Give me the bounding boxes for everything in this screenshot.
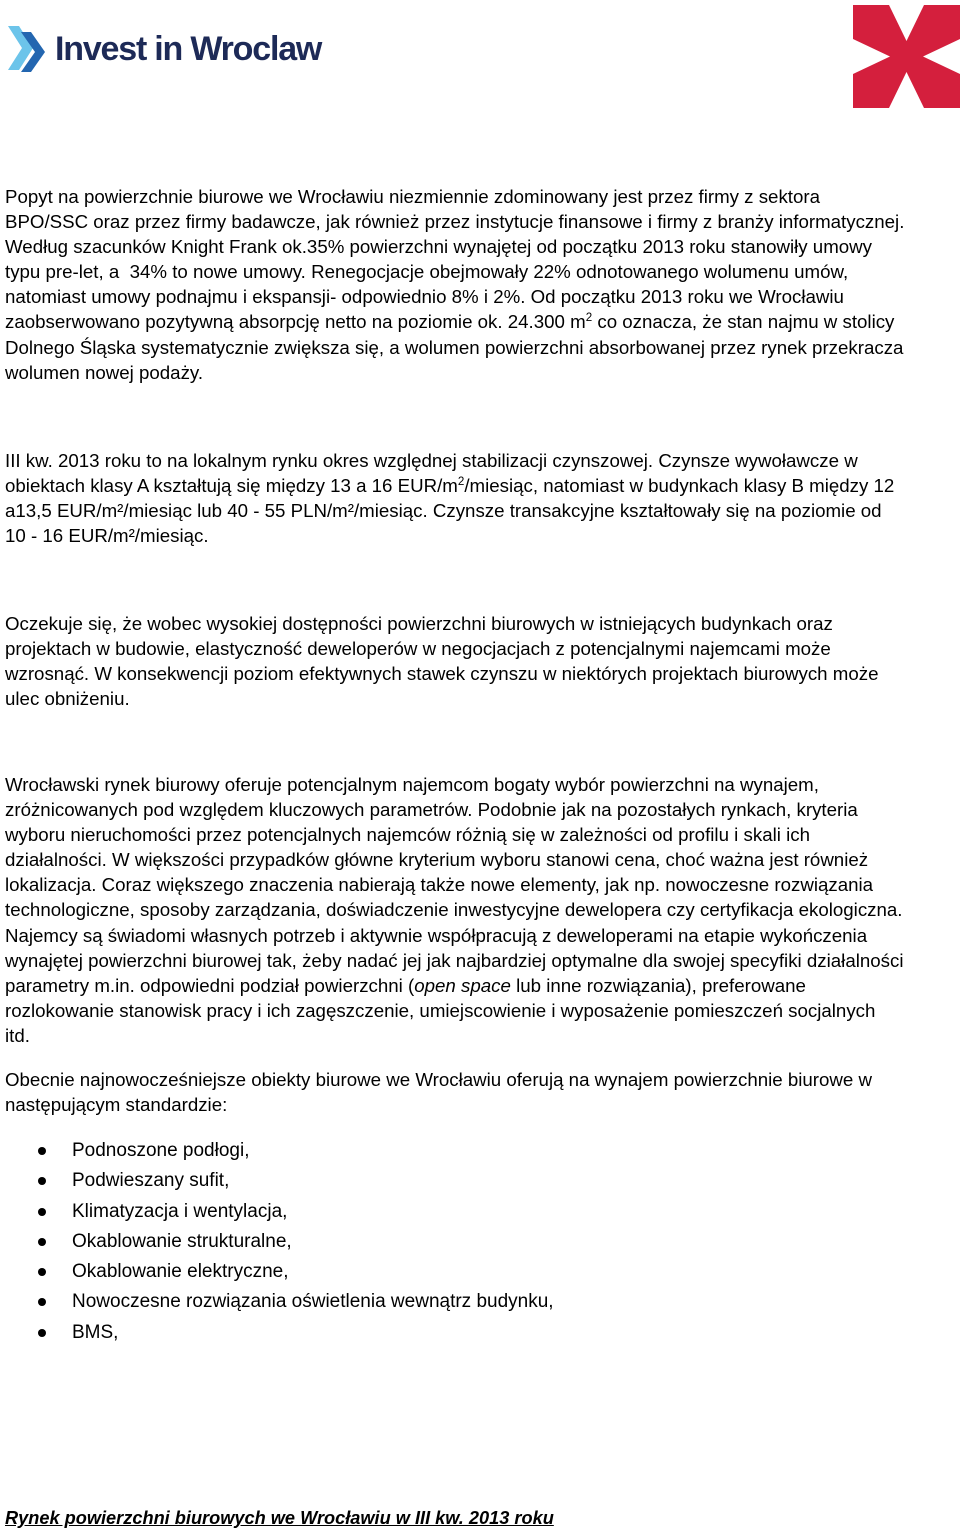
- text-segment: lub inne rozwiązania), preferowane: [510, 974, 806, 996]
- text-line: Obecnie najnowocześniejsze obiekty biurowe we Wrocławiu oferują na wynajem powierzchnie biurowe w: [5, 1069, 872, 1090]
- text-line: 10 - 16 EUR/m²/miesiąc.: [5, 525, 209, 547]
- paragraph-office-demand: [5, 184, 904, 385]
- bullet-icon: [38, 1177, 46, 1185]
- text-segment: parametry m.in. odpowiedni podział powierzchni (: [5, 974, 415, 996]
- list-item-label: Okablowanie elektryczne,: [72, 1261, 289, 1283]
- paragraph-selection-criteria: [5, 772, 904, 1048]
- list-item: [0, 1257, 554, 1287]
- text-line: Popyt na powierzchnie biurowe we Wrocławiu niezmiennie zdominowany jest przez firmy z sektora: [5, 186, 820, 207]
- standard-features-list: [0, 1136, 554, 1348]
- text-line: wzrosnąć. W konsekwencji poziom efektywnych stawek czynszu w niektórych projektach biurowych może: [5, 663, 879, 685]
- paragraph-standard-intro: [5, 1067, 872, 1117]
- text-line: natomiast umowy podnajmu i ekspansji- odpowiednio 8% i 2%. Od początku 2013 roku we Wrocławiu: [5, 286, 844, 308]
- list-item-label: Podnoszone podłogi,: [72, 1140, 250, 1161]
- list-item-label: Podwieszany sufit,: [72, 1170, 230, 1192]
- text-segment: zaobserwowano pozytywną absorpcję netto na poziomie ok. 24.300 m: [5, 311, 586, 333]
- text-line: technologiczne, sposoby zarządzania, doświadczenie inwestycyjne dewelopera czy certyfikacja ekologiczna.: [5, 899, 903, 921]
- superscript: 2: [457, 475, 465, 488]
- text-line: ulec obniżeniu.: [5, 688, 130, 710]
- list-item-label: Okablowanie strukturalne,: [72, 1230, 292, 1252]
- chevrons-icon: [8, 24, 48, 72]
- text-segment: /miesiąc, natomiast w budynkach klasy B między 12: [464, 475, 895, 497]
- text-line: zróżnicowanych pod względem kluczowych parametrów. Podobnie jak na pozostałych rynkach, kryteria: [5, 799, 858, 821]
- text-line: rozlokowanie stanowisk pracy i ich zagęszczenie, umiejscowienie i wyposażenie pomieszczeń socjalnych: [5, 999, 876, 1021]
- list-item: [0, 1136, 554, 1166]
- text-line: Według szacunków Knight Frank ok.35% powierzchni wynajętej od początku 2013 roku stanowiły umowy: [5, 236, 872, 258]
- text-line: lokalizacja. Coraz większego znaczenia nabierają także nowe elementy, jak np. nowoczesne rozwiązania: [5, 874, 874, 896]
- text-line: działalności. W większości przypadków główne kryterium wyboru stanowi cena, choć ważna jest również: [5, 849, 869, 871]
- text-line: Najemcy są świadomi własnych potrzeb i aktywnie współpracują z deweloperami na etapie wykończenia: [5, 924, 868, 946]
- invest-in-wroclaw-logo: [0, 0, 340, 90]
- text-line: III kw. 2013 roku to na lokalnym rynku okres względnej stabilizacji czynszowej. Czynsze wywoławcze w: [5, 450, 858, 471]
- text-line: Dolnego Śląska systematycznie zwiększa się, a wolumen powierzchni absorbowanej przez rynek przekracza: [5, 336, 904, 358]
- text-line: [5, 309, 904, 334]
- text-line: wynajętej powierzchni biurowej tak, żeby nadać jej jak najbardziej optymalne dla swojej specyfiki działalności: [5, 949, 904, 971]
- bullet-icon: [38, 1298, 46, 1306]
- list-item: [0, 1166, 554, 1196]
- list-item-label: BMS,: [72, 1321, 119, 1343]
- bullet-icon: [38, 1208, 46, 1216]
- text-line: [5, 973, 904, 998]
- list-item: [0, 1287, 554, 1317]
- text-segment: obiektach klasy A kształtują się między 13 a 16 EUR/m: [5, 475, 458, 497]
- text-line: Oczekuje się, że wobec wysokiej dostępności powierzchni biurowych w istniejących budynkach oraz: [5, 613, 833, 634]
- bullet-icon: [38, 1329, 46, 1337]
- text-line: projektach w budowie, elastyczność deweloperów w negocjacjach z potencjalnymi najemcami może: [5, 638, 831, 660]
- text-line: typu pre-let, a 34% to nowe umowy. Renegocjacje obejmowały 22% odnotowanego wolumenu umów,: [5, 261, 849, 283]
- text-line: następującym standardzie:: [5, 1094, 228, 1116]
- superscript: 2: [585, 312, 593, 325]
- bullet-icon: [38, 1147, 46, 1155]
- text-line: [5, 473, 894, 498]
- logo-text: Invest in Wroclaw: [55, 30, 322, 68]
- paragraph-outlook: [5, 611, 878, 711]
- italic-term: open space: [414, 974, 511, 996]
- text-line: BPO/SSC oraz przez firmy badawcze, jak również przez instytucje finansowe i firmy z branży informatycznej.: [5, 211, 905, 233]
- text-segment: co oznacza, że stan najmu w stolicy: [592, 311, 895, 333]
- list-item-label: Klimatyzacja i wentylacja,: [72, 1200, 288, 1222]
- wroclaw-mark-icon: [853, 5, 960, 108]
- bullet-icon: [38, 1268, 46, 1276]
- text-line: itd.: [5, 1024, 30, 1046]
- text-line: Wrocławski rynek biurowy oferuje potencjalnym najemcom bogaty wybór powierzchni na wynajem,: [5, 774, 819, 795]
- text-line: a13,5 EUR/m²/miesiąc lub 40 - 55 PLN/m²/miesiąc. Czynsze transakcyjne kształtowały się na poziomie od: [5, 500, 882, 522]
- bullet-icon: [38, 1238, 46, 1246]
- paragraph-rents: [5, 448, 894, 548]
- footer-title: Rynek powierzchni biurowych we Wrocławiu w III kw. 2013 roku: [5, 1508, 554, 1528]
- list-item: [0, 1318, 554, 1348]
- text-line: wolumen nowej podaży.: [5, 361, 204, 383]
- text-line: wyboru nieruchomości przez potencjalnych najemców różnią się w zależności od profilu i skali ich: [5, 824, 810, 846]
- list-item: [0, 1197, 554, 1227]
- list-item-label: Nowoczesne rozwiązania oświetlenia wewnątrz budynku,: [72, 1291, 554, 1313]
- list-item: [0, 1227, 554, 1257]
